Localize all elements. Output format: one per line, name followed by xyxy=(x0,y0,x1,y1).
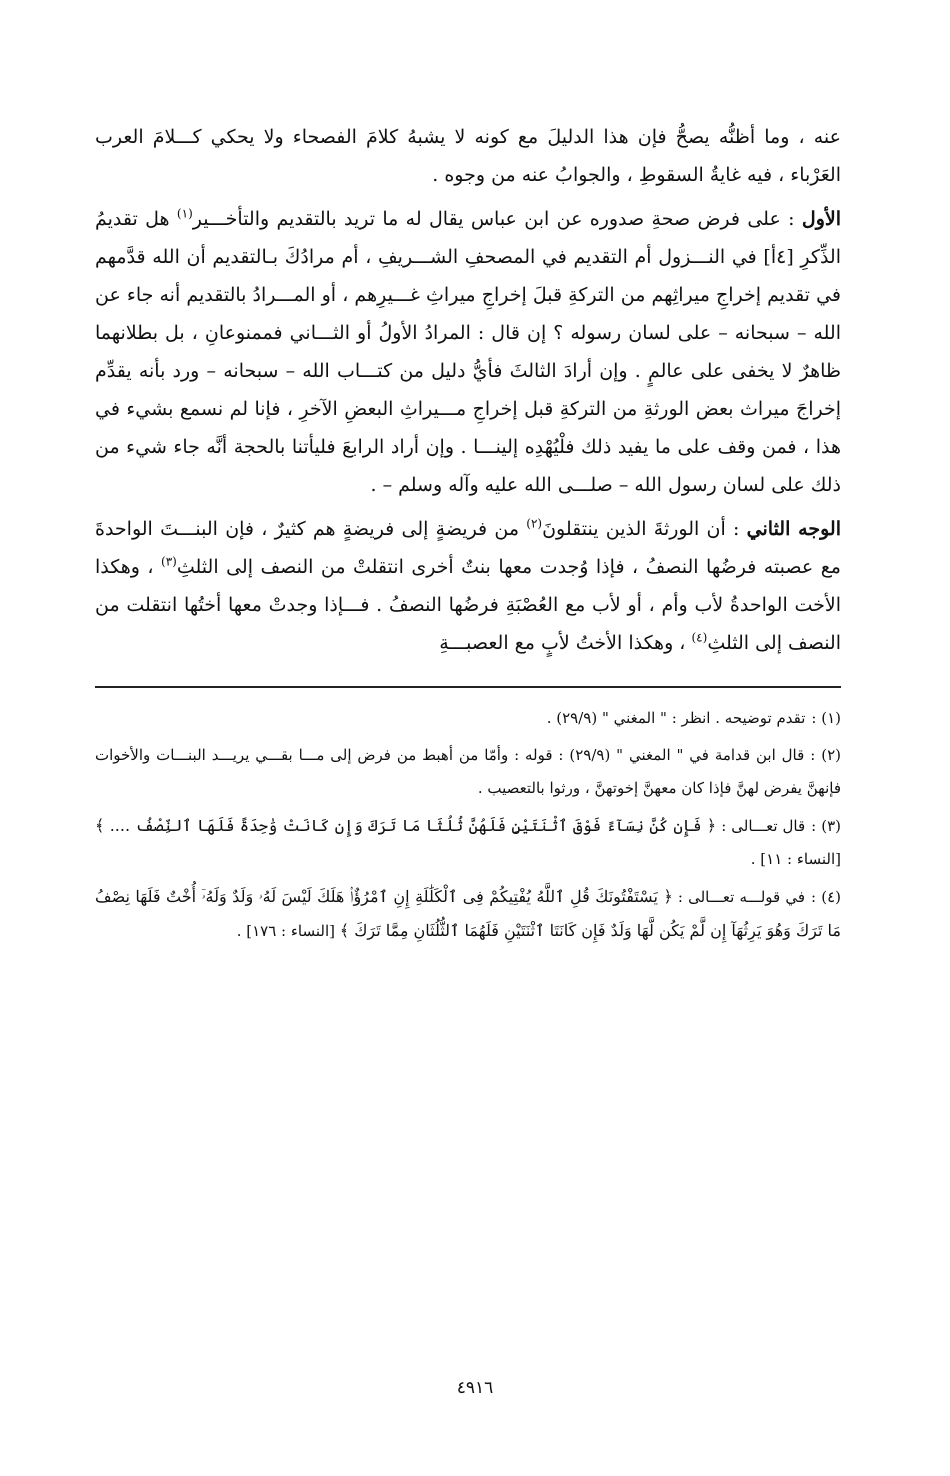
footnote-3 xyxy=(95,809,841,876)
footnote-ref-4[interactable]: (٤) xyxy=(691,630,708,645)
footnote-divider xyxy=(95,686,841,688)
footnote-3-number: (٣) : xyxy=(811,817,841,835)
footnote-ref-3[interactable]: (٣) xyxy=(161,554,177,569)
page-content xyxy=(95,118,841,952)
footnote-3-intro: قال تعـــالى : xyxy=(721,817,806,835)
footnote-2-number: (٢) : xyxy=(810,746,841,764)
footnote-4-citation: [النساء : ١٧٦] . xyxy=(236,922,335,940)
paragraph-2-text-b: هل تقديمُ الذِّكرِ [٤أ] في النـــزول أم التقديم في المصحفِ الشـــريفِ ، أم مرادُكَ بـالتقديم أن الله قدَّمهم في تقديم إخراجِ ميراثِهم من التركةِ قبلَ إخراجِ ميراثِ غـــيرِهم ، أو المـــرادُ بالتقديم أنه جاء عن الله – سبحانه – على لسان رسوله ؟ إن قال : المرادُ الأولُ أو الثـــاني فممنوعانِ ، بل بطلانهما ظاهرٌ لا يخفى على عالمٍ . وإن أرادَ الثالثَ فأيُّ دليل من كتـــاب الله – سبحانه – ورد بأنه يقدِّم إخراجَ ميراث بعض الورثةِ من التركةِ قبل إخراجِ مـــيراثِ البعضِ الآخرِ ، فإنا لم نسمع بشيء في هذا ، فمن وقف على ما يفيد ذلك فلْيُهْدِه إلينـــا . وإن أراد الرابعَ فليأتنا بالحجة أنَّه جاء شيء من ذلك على لسان رسول الله – صلـــى الله عليه وآله وسلم – . xyxy=(95,208,841,496)
footnotes xyxy=(95,702,841,948)
paragraph-3-text-a: : أن الورثةَ الذين ينتقلونَ xyxy=(542,518,740,540)
paragraph-1 xyxy=(95,118,841,194)
footnote-3-citation: [النساء : ١١] . xyxy=(750,850,841,868)
paragraph-2-heading: الأول xyxy=(801,208,841,230)
footnote-1 xyxy=(95,702,841,735)
paragraph-3-heading: الوجه الثاني xyxy=(746,518,841,540)
paragraph-3 xyxy=(95,510,841,662)
paragraph-3-text-d: ، وهكذا الأختُ لأبٍ مع العصبـــةِ xyxy=(439,632,686,654)
paragraph-3-text-c: ، وهكذا الأخت الواحدةُ لأب وأم ، أو لأب مع العُصْبَةِ فرضُها النصفُ . فـــإذا وجدتْ معها أختُها انتقلت من النصف إلى الثلثِ xyxy=(95,556,841,654)
footnote-ref-2[interactable]: (٢) xyxy=(526,516,543,531)
footnote-ref-1[interactable]: (١) xyxy=(176,206,193,221)
footnote-1-text: تقدم توضيحه . انظر : " المغني " (٢٩/٩) . xyxy=(546,709,806,727)
paragraph-2 xyxy=(95,200,841,504)
footnote-2 xyxy=(95,739,841,805)
footnote-2-text: قال ابن قدامة في " المغني " (٢٩/٩) : قوله : وأمّا من أهبط من فرض إلى مـــا بقـــي يريـــد البنـــات والأخوات فإنهنَّ يفرض لهنَّ فإذا كان معهنَّ إخوتهنَّ ، ورثوا بالتعصيب . xyxy=(95,746,841,797)
footnote-1-number: (١) : xyxy=(811,709,841,727)
footnote-4-quran-verse: ﴿ يَسْتَفْتُونَكَ قُلِ ٱللَّهُ يُفْتِيكُمْ فِى ٱلْكَلَٰلَةِ إِنِ ٱمْرُؤٌا۟ هَلَكَ لَيْسَ لَهُۥ وَلَدٌ وَلَهُۥٓ أُخْتٌ فَلَهَا نِصْفُ مَا تَرَكَ وَهُوَ يَرِثُهَآ إِن لَّمْ يَكُن لَّهَا وَلَدٌ فَإِن كَانَتَا ٱثْنَتَيْنِ فَلَهُمَا ٱلثُّلُثَانِ مِمَّا تَرَكَ ﴾ xyxy=(95,887,841,940)
footnote-4-intro: في قولـــه تعـــالى : xyxy=(677,888,806,906)
paragraph-3-text-b: من فريضةٍ إلى فريضةٍ هم كثيرٌ ، فإن البنـــتَ الواحدةَ مع عصبته فرضُها النصفُ ، فإذا وُجدت معها بنتٌ أخرى انتقلتْ من النصف إلى الثلثِ xyxy=(95,518,841,578)
footnote-4 xyxy=(95,880,841,948)
paragraph-1-text: عنه ، وما أظنُّه يصحُّ فإن هذا الدليلَ مع كونه لا يشبهُ كلامَ الفصحاء ولا يحكي كـــلامَ العرب العَرْباء ، فيه غايةُ السقوطِ ، والجوابُ عنه من وجوه . xyxy=(95,126,841,186)
paragraph-2-text-a: : على فرض صحةِ صدوره عن ابن عباس يقال له ما تريد بالتقديم والتأخـــير xyxy=(192,208,795,230)
page-number: ٤٩١٦ xyxy=(456,1378,494,1398)
main-text xyxy=(95,118,841,662)
footnote-4-number: (٤) : xyxy=(811,888,841,906)
footnote-3-quran-verse: ﴿ فَإِن كُنَّ نِسَآءً فَوْقَ ٱثْنَتَيْنِ فَلَهُنَّ ثُلُثَا مَا تَرَكَ وَإِن كَانَتْ وَٰحِدَةً فَلَهَا ٱلنِّصْفُ .... ﴾ xyxy=(95,816,717,835)
